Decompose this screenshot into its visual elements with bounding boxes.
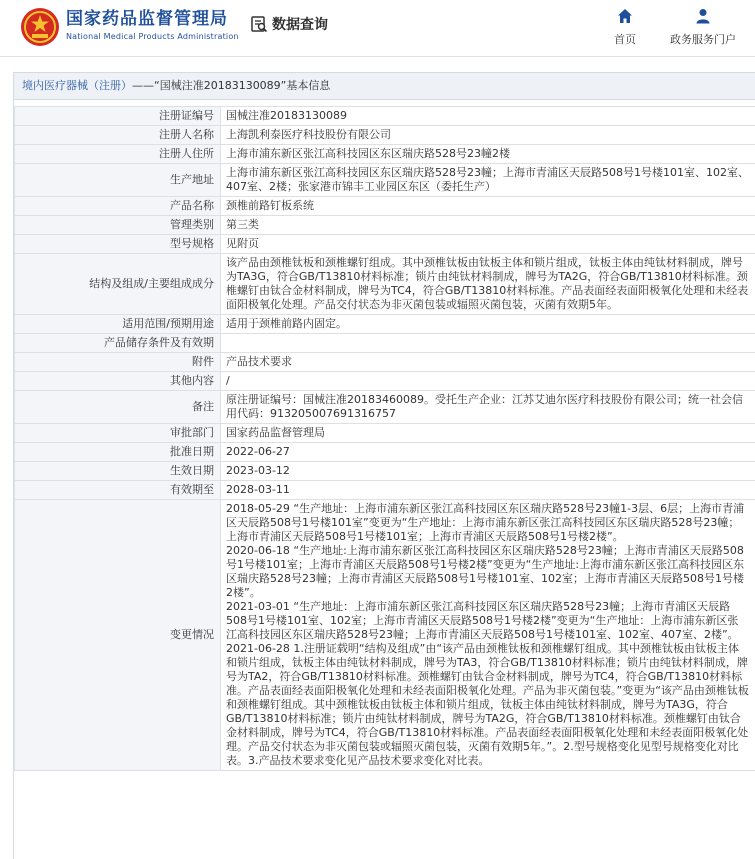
table-row-changes <box>15 500 755 771</box>
row-label: 变更情况 <box>15 500 221 771</box>
row-value: 国家药品监督管理局 <box>221 424 755 443</box>
brand-subtitle: National Medical Products Administration <box>66 31 239 43</box>
row-label: 型号规格 <box>15 235 221 254</box>
brand-block[interactable] <box>66 8 239 43</box>
site-header <box>0 0 755 57</box>
change-entry: 2020-06-18 “生产地址:上海市浦东新区张江高科技园区东区瑞庆路528号23幢；上海市青浦区天辰路508号1号楼101室；上海市青浦区天辰路508号1号楼2楼”变更为“生产地址:上海市浦东新区张江高科技园区东区瑞庆路528号23幢；上海市青浦区天辰路508号1号楼101室、102室；上海市青浦区天辰路508号1号楼2楼”。 <box>226 544 749 600</box>
data-query-link[interactable] <box>250 13 328 35</box>
change-entry: 2021-03-01 “生产地址：上海市浦东新区张江高科技园区东区瑞庆路528号23幢；上海市青浦区天辰路508号1号楼101室、102室；上海市青浦区天辰路508号1号楼2楼”变更为“生产地址：上海市浦东新区张江高科技园区东区瑞庆路528号23幢；上海市青浦区天辰路508号1号楼101室、102室、407室、2楼”。 <box>226 600 749 642</box>
row-value: 2022-06-27 <box>221 443 755 462</box>
nav-home[interactable] <box>600 8 650 47</box>
table-row <box>15 107 755 126</box>
row-label: 适用范围/预期用途 <box>15 315 221 334</box>
row-label: 生产地址 <box>15 164 221 197</box>
row-value: 颈椎前路钉板系统 <box>221 197 755 216</box>
row-label: 产品名称 <box>15 197 221 216</box>
table-row <box>15 353 755 372</box>
table-row <box>15 481 755 500</box>
breadcrumb-tail: ——“国械注准20183130089”基本信息 <box>132 79 330 92</box>
table-row <box>15 315 755 334</box>
row-value: 产品技术要求 <box>221 353 755 372</box>
table-row <box>15 462 755 481</box>
breadcrumb-link[interactable]: 境内医疗器械（注册） <box>22 79 132 92</box>
table-row <box>15 145 755 164</box>
row-value: 上海市浦东新区张江高科技园区东区瑞庆路528号23幢2楼 <box>221 145 755 164</box>
national-emblem-icon[interactable] <box>20 7 60 47</box>
table-row <box>15 164 755 197</box>
row-value: / <box>221 372 755 391</box>
row-label: 批准日期 <box>15 443 221 462</box>
user-icon <box>695 8 711 24</box>
table-row <box>15 235 755 254</box>
home-icon <box>617 8 633 24</box>
table-row <box>15 126 755 145</box>
row-value: 该产品由颈椎钛板和颈椎螺钉组成。其中颈椎钛板由钛板主体和锁片组成，钛板主体由纯钛材料制成，牌号为TA3G，符合GB/T13810材料标准；锁片由纯钛材料制成，牌号为TA2G，符合GB/T13810材料标准。颈椎螺钉由钛合金材料制成，牌号为TC4，符合GB/T13810材料标准。产品表面经表面阳极氧化处理和未经表面阳极氧化处理。产品交付状态为非灭菌包装或辐照灭菌包装，灭菌有效期5年。 <box>221 254 755 315</box>
detail-panel <box>13 72 755 859</box>
breadcrumb <box>14 73 755 100</box>
row-label: 结构及组成/主要组成成分 <box>15 254 221 315</box>
row-value: 2023-03-12 <box>221 462 755 481</box>
row-label: 注册证编号 <box>15 107 221 126</box>
table-row <box>15 216 755 235</box>
row-label: 其他内容 <box>15 372 221 391</box>
table-row <box>15 424 755 443</box>
row-value: 国械注准20183130089 <box>221 107 755 126</box>
row-value <box>221 334 755 353</box>
table-row <box>15 443 755 462</box>
table-row <box>15 254 755 315</box>
row-label: 注册人住所 <box>15 145 221 164</box>
row-value: 上海凯利泰医疗科技股份有限公司 <box>221 126 755 145</box>
data-query-icon <box>250 15 268 33</box>
change-history <box>221 500 755 771</box>
nav-portal-label: 政务服务门户 <box>670 33 736 46</box>
table-row <box>15 334 755 353</box>
change-entry: 2021-06-28 1.注册证载明“结构及组成”由“该产品由颈椎钛板和颈椎螺钉组成。其中颈椎钛板由钛板主体和锁片组成，钛板主体由纯钛材料制成，牌号为TA3，符合GB/T13810材料标准；锁片由纯钛材料制成，牌号为TA2，符合GB/T13810材料标准。颈椎螺钉由钛合金材料制成，牌号为TC4，符合GB/T13810材料标准。产品表面经表面阳极氧化处理和未经表面阳极氧化处理。产品为非灭菌包装。”变更为“该产品由颈椎钛板和颈椎螺钉组成。其中颈椎钛板由钛板主体和锁片组成，钛板主体由纯钛材料制成，牌号为TA3G，符合GB/T13810材料标准；锁片由纯钛材料制成，牌号为TA2G，符合GB/T13810材料标准。颈椎螺钉由钛合金材料制成，牌号为TC4，符合GB/T13810材料标准。产品表面经表面阳极氧化处理和未经表面阳极氧化处理。产品交付状态为非灭菌包装或辐照灭菌包装，灭菌有效期5年。”。2.型号规格变化见型号规格变化对比表。3.产品技术要求变化见产品技术要求变化对比表。 <box>226 642 749 768</box>
row-value: 适用于颈椎前路内固定。 <box>221 315 755 334</box>
row-label: 产品储存条件及有效期 <box>15 334 221 353</box>
table-row <box>15 197 755 216</box>
row-value: 原注册证编号：国械注准20183460089。受托生产企业：江苏艾迪尔医疗科技股份有限公司；统一社会信用代码：913205007691316757 <box>221 391 755 424</box>
row-value: 上海市浦东新区张江高科技园区东区瑞庆路528号23幢；上海市青浦区天辰路508号1号楼101室、102室、407室、2楼；张家港市锦丰工业园区东区（委托生产） <box>221 164 755 197</box>
row-value: 2028-03-11 <box>221 481 755 500</box>
nav-service-portal[interactable] <box>660 8 746 47</box>
row-label: 管理类别 <box>15 216 221 235</box>
row-label: 审批部门 <box>15 424 221 443</box>
row-label: 有效期至 <box>15 481 221 500</box>
row-value: 见附页 <box>221 235 755 254</box>
row-label: 注册人名称 <box>15 126 221 145</box>
brand-title: 国家药品监督管理局 <box>66 8 239 30</box>
row-label: 备注 <box>15 391 221 424</box>
info-table <box>14 106 755 771</box>
nav-home-label: 首页 <box>614 33 636 46</box>
row-value: 第三类 <box>221 216 755 235</box>
row-label: 生效日期 <box>15 462 221 481</box>
row-label: 附件 <box>15 353 221 372</box>
table-row <box>15 391 755 424</box>
data-query-label: 数据查询 <box>272 14 328 34</box>
table-row <box>15 372 755 391</box>
change-entry: 2018-05-29 “生产地址：上海市浦东新区张江高科技园区东区瑞庆路528号23幢1-3层、6层；上海市青浦区天辰路508号1号楼101室”变更为“生产地址：上海市浦东新区张江高科技园区东区瑞庆路528号23幢；上海市青浦区天辰路508号1号楼101室；上海市青浦区天辰路508号1号楼2楼”。 <box>226 502 749 544</box>
